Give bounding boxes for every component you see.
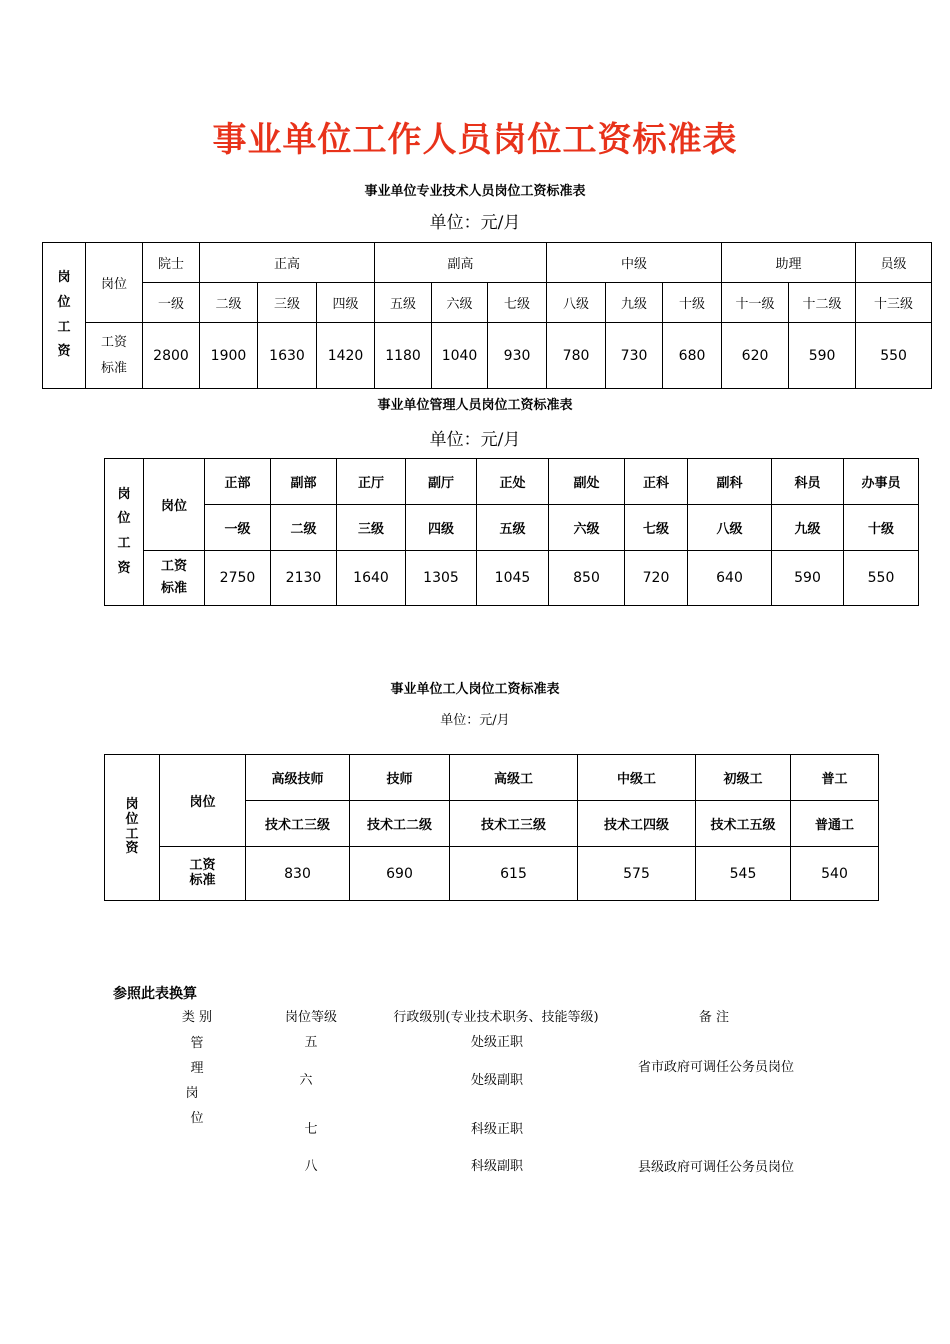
t3-post-cell: 普工 xyxy=(791,755,879,801)
t2-value-cell: 550 xyxy=(844,551,919,606)
ref-header-level: 岗位等级 xyxy=(284,1010,337,1025)
t3-side-label: 岗 位 工 资 xyxy=(105,755,160,901)
t1-group-cell: 员级 xyxy=(856,243,932,283)
t3-value-cell: 690 xyxy=(350,847,450,901)
ref-level: 七 xyxy=(304,1122,318,1137)
t2-value-cell: 720 xyxy=(625,551,688,606)
t1-level-cell: 七级 xyxy=(488,283,547,323)
t1-value-cell: 1630 xyxy=(258,323,317,389)
ref-admin: 处级副职 xyxy=(470,1073,523,1088)
ref-level: 五 xyxy=(304,1035,318,1050)
t3-level-cell: 技术工二级 xyxy=(350,801,450,847)
t3-post-cell: 高级工 xyxy=(450,755,578,801)
t2-level-cell: 八级 xyxy=(688,505,772,551)
management-wage-table xyxy=(104,458,919,606)
t1-value-cell: 1900 xyxy=(200,323,258,389)
t3-post-cell: 高级技师 xyxy=(246,755,350,801)
t3-post-label: 岗位 xyxy=(160,755,246,847)
tech-wage-table xyxy=(42,242,932,389)
ref-level: 六 xyxy=(299,1073,313,1088)
ref-note: 县级政府可调任公务员岗位 xyxy=(637,1160,794,1175)
t2-wage-label: 工资 标准 xyxy=(144,551,205,606)
t1-group-cell: 中级 xyxy=(547,243,722,283)
t2-value-cell: 2750 xyxy=(205,551,271,606)
t1-value-cell: 680 xyxy=(663,323,722,389)
t1-value-cell: 590 xyxy=(789,323,856,389)
t1-value-cell: 780 xyxy=(547,323,606,389)
t2-value-cell: 2130 xyxy=(271,551,337,606)
ref-admin: 科级副职 xyxy=(470,1159,523,1174)
ref-header-category: 类 别 xyxy=(181,1010,213,1025)
t1-value-cell: 620 xyxy=(722,323,789,389)
t2-unit: 单位：元/月 xyxy=(429,430,521,450)
t1-wage-label: 工资 标准 xyxy=(86,323,143,389)
t1-side-label: 岗 位 工 资 xyxy=(43,243,86,389)
t1-level-cell: 四级 xyxy=(317,283,375,323)
t2-post-cell: 副科 xyxy=(688,459,772,505)
t1-level-cell: 九级 xyxy=(606,283,663,323)
t2-value-cell: 640 xyxy=(688,551,772,606)
t3-post-cell: 中级工 xyxy=(578,755,696,801)
t1-value-cell: 2800 xyxy=(143,323,200,389)
t2-level-cell: 七级 xyxy=(625,505,688,551)
t2-value-cell: 1640 xyxy=(337,551,406,606)
t2-post-cell: 副处 xyxy=(549,459,625,505)
t1-level-cell: 八级 xyxy=(547,283,606,323)
t3-title: 事业单位工人岗位工资标准表 xyxy=(390,682,560,697)
t3-value-cell: 830 xyxy=(246,847,350,901)
t1-level-cell: 五级 xyxy=(375,283,432,323)
t2-level-cell: 六级 xyxy=(549,505,625,551)
t3-value-cell: 615 xyxy=(450,847,578,901)
ref-category: 管 理 岗 位 xyxy=(185,1036,204,1126)
t2-level-cell: 二级 xyxy=(271,505,337,551)
t3-value-cell: 545 xyxy=(696,847,791,901)
t2-title: 事业单位管理人员岗位工资标准表 xyxy=(377,398,573,413)
t3-post-cell: 初级工 xyxy=(696,755,791,801)
t2-side-label: 岗 位 工 资 xyxy=(105,459,144,606)
t1-level-cell: 一级 xyxy=(143,283,200,323)
t2-level-cell: 四级 xyxy=(406,505,477,551)
t2-value-cell: 1045 xyxy=(477,551,549,606)
ref-admin: 科级正职 xyxy=(470,1122,523,1137)
t1-group-cell: 正高 xyxy=(200,243,375,283)
t2-post-cell: 正厅 xyxy=(337,459,406,505)
t2-level-cell: 九级 xyxy=(772,505,844,551)
t3-wage-label: 工资 标准 xyxy=(160,847,246,901)
t2-level-cell: 五级 xyxy=(477,505,549,551)
t1-value-cell: 1420 xyxy=(317,323,375,389)
reference-title: 参照此表换算 xyxy=(113,986,197,1002)
t2-post-cell: 科员 xyxy=(772,459,844,505)
t2-level-cell: 一级 xyxy=(205,505,271,551)
t3-value-cell: 575 xyxy=(578,847,696,901)
t3-unit: 单位：元/月 xyxy=(440,713,510,728)
ref-note: 省市政府可调任公务员岗位 xyxy=(637,1060,794,1075)
t1-level-cell: 二级 xyxy=(200,283,258,323)
t1-title: 事业单位专业技术人员岗位工资标准表 xyxy=(364,184,586,199)
t2-level-cell: 三级 xyxy=(337,505,406,551)
t1-level-cell: 六级 xyxy=(432,283,488,323)
t2-value-cell: 850 xyxy=(549,551,625,606)
t2-post-cell: 办事员 xyxy=(844,459,919,505)
t2-post-cell: 正科 xyxy=(625,459,688,505)
t1-value-cell: 1180 xyxy=(375,323,432,389)
t1-value-cell: 550 xyxy=(856,323,932,389)
t3-level-cell: 技术工四级 xyxy=(578,801,696,847)
t3-post-cell: 技师 xyxy=(350,755,450,801)
ref-header-admin: 行政级别(专业技术职务、技能等级) xyxy=(393,1010,599,1025)
t2-level-cell: 十级 xyxy=(844,505,919,551)
t1-unit: 单位：元/月 xyxy=(429,213,521,233)
t1-value-cell: 930 xyxy=(488,323,547,389)
t1-value-cell: 1040 xyxy=(432,323,488,389)
t2-post-cell: 正处 xyxy=(477,459,549,505)
t1-post-label: 岗位 xyxy=(86,243,143,323)
t1-level-cell: 十二级 xyxy=(789,283,856,323)
t1-level-cell: 十一级 xyxy=(722,283,789,323)
t2-post-label: 岗位 xyxy=(144,459,205,551)
t2-post-cell: 副部 xyxy=(271,459,337,505)
ref-level: 八 xyxy=(304,1159,318,1174)
t3-value-cell: 540 xyxy=(791,847,879,901)
t1-group-cell: 助理 xyxy=(722,243,856,283)
t3-level-cell: 技术工三级 xyxy=(246,801,350,847)
page-title: 事业单位工作人员岗位工资标准表 xyxy=(212,120,738,160)
ref-header-note: 备 注 xyxy=(698,1010,730,1025)
t3-level-cell: 技术工三级 xyxy=(450,801,578,847)
t2-post-cell: 副厅 xyxy=(406,459,477,505)
t1-level-cell: 十三级 xyxy=(856,283,932,323)
t2-post-cell: 正部 xyxy=(205,459,271,505)
t2-value-cell: 590 xyxy=(772,551,844,606)
t1-level-cell: 三级 xyxy=(258,283,317,323)
t2-value-cell: 1305 xyxy=(406,551,477,606)
t3-level-cell: 技术工五级 xyxy=(696,801,791,847)
ref-admin: 处级正职 xyxy=(470,1035,523,1050)
t1-group-cell: 院士 xyxy=(143,243,200,283)
t1-level-cell: 十级 xyxy=(663,283,722,323)
t1-value-cell: 730 xyxy=(606,323,663,389)
t1-group-cell: 副高 xyxy=(375,243,547,283)
t3-level-cell: 普通工 xyxy=(791,801,879,847)
worker-wage-table xyxy=(104,754,879,901)
